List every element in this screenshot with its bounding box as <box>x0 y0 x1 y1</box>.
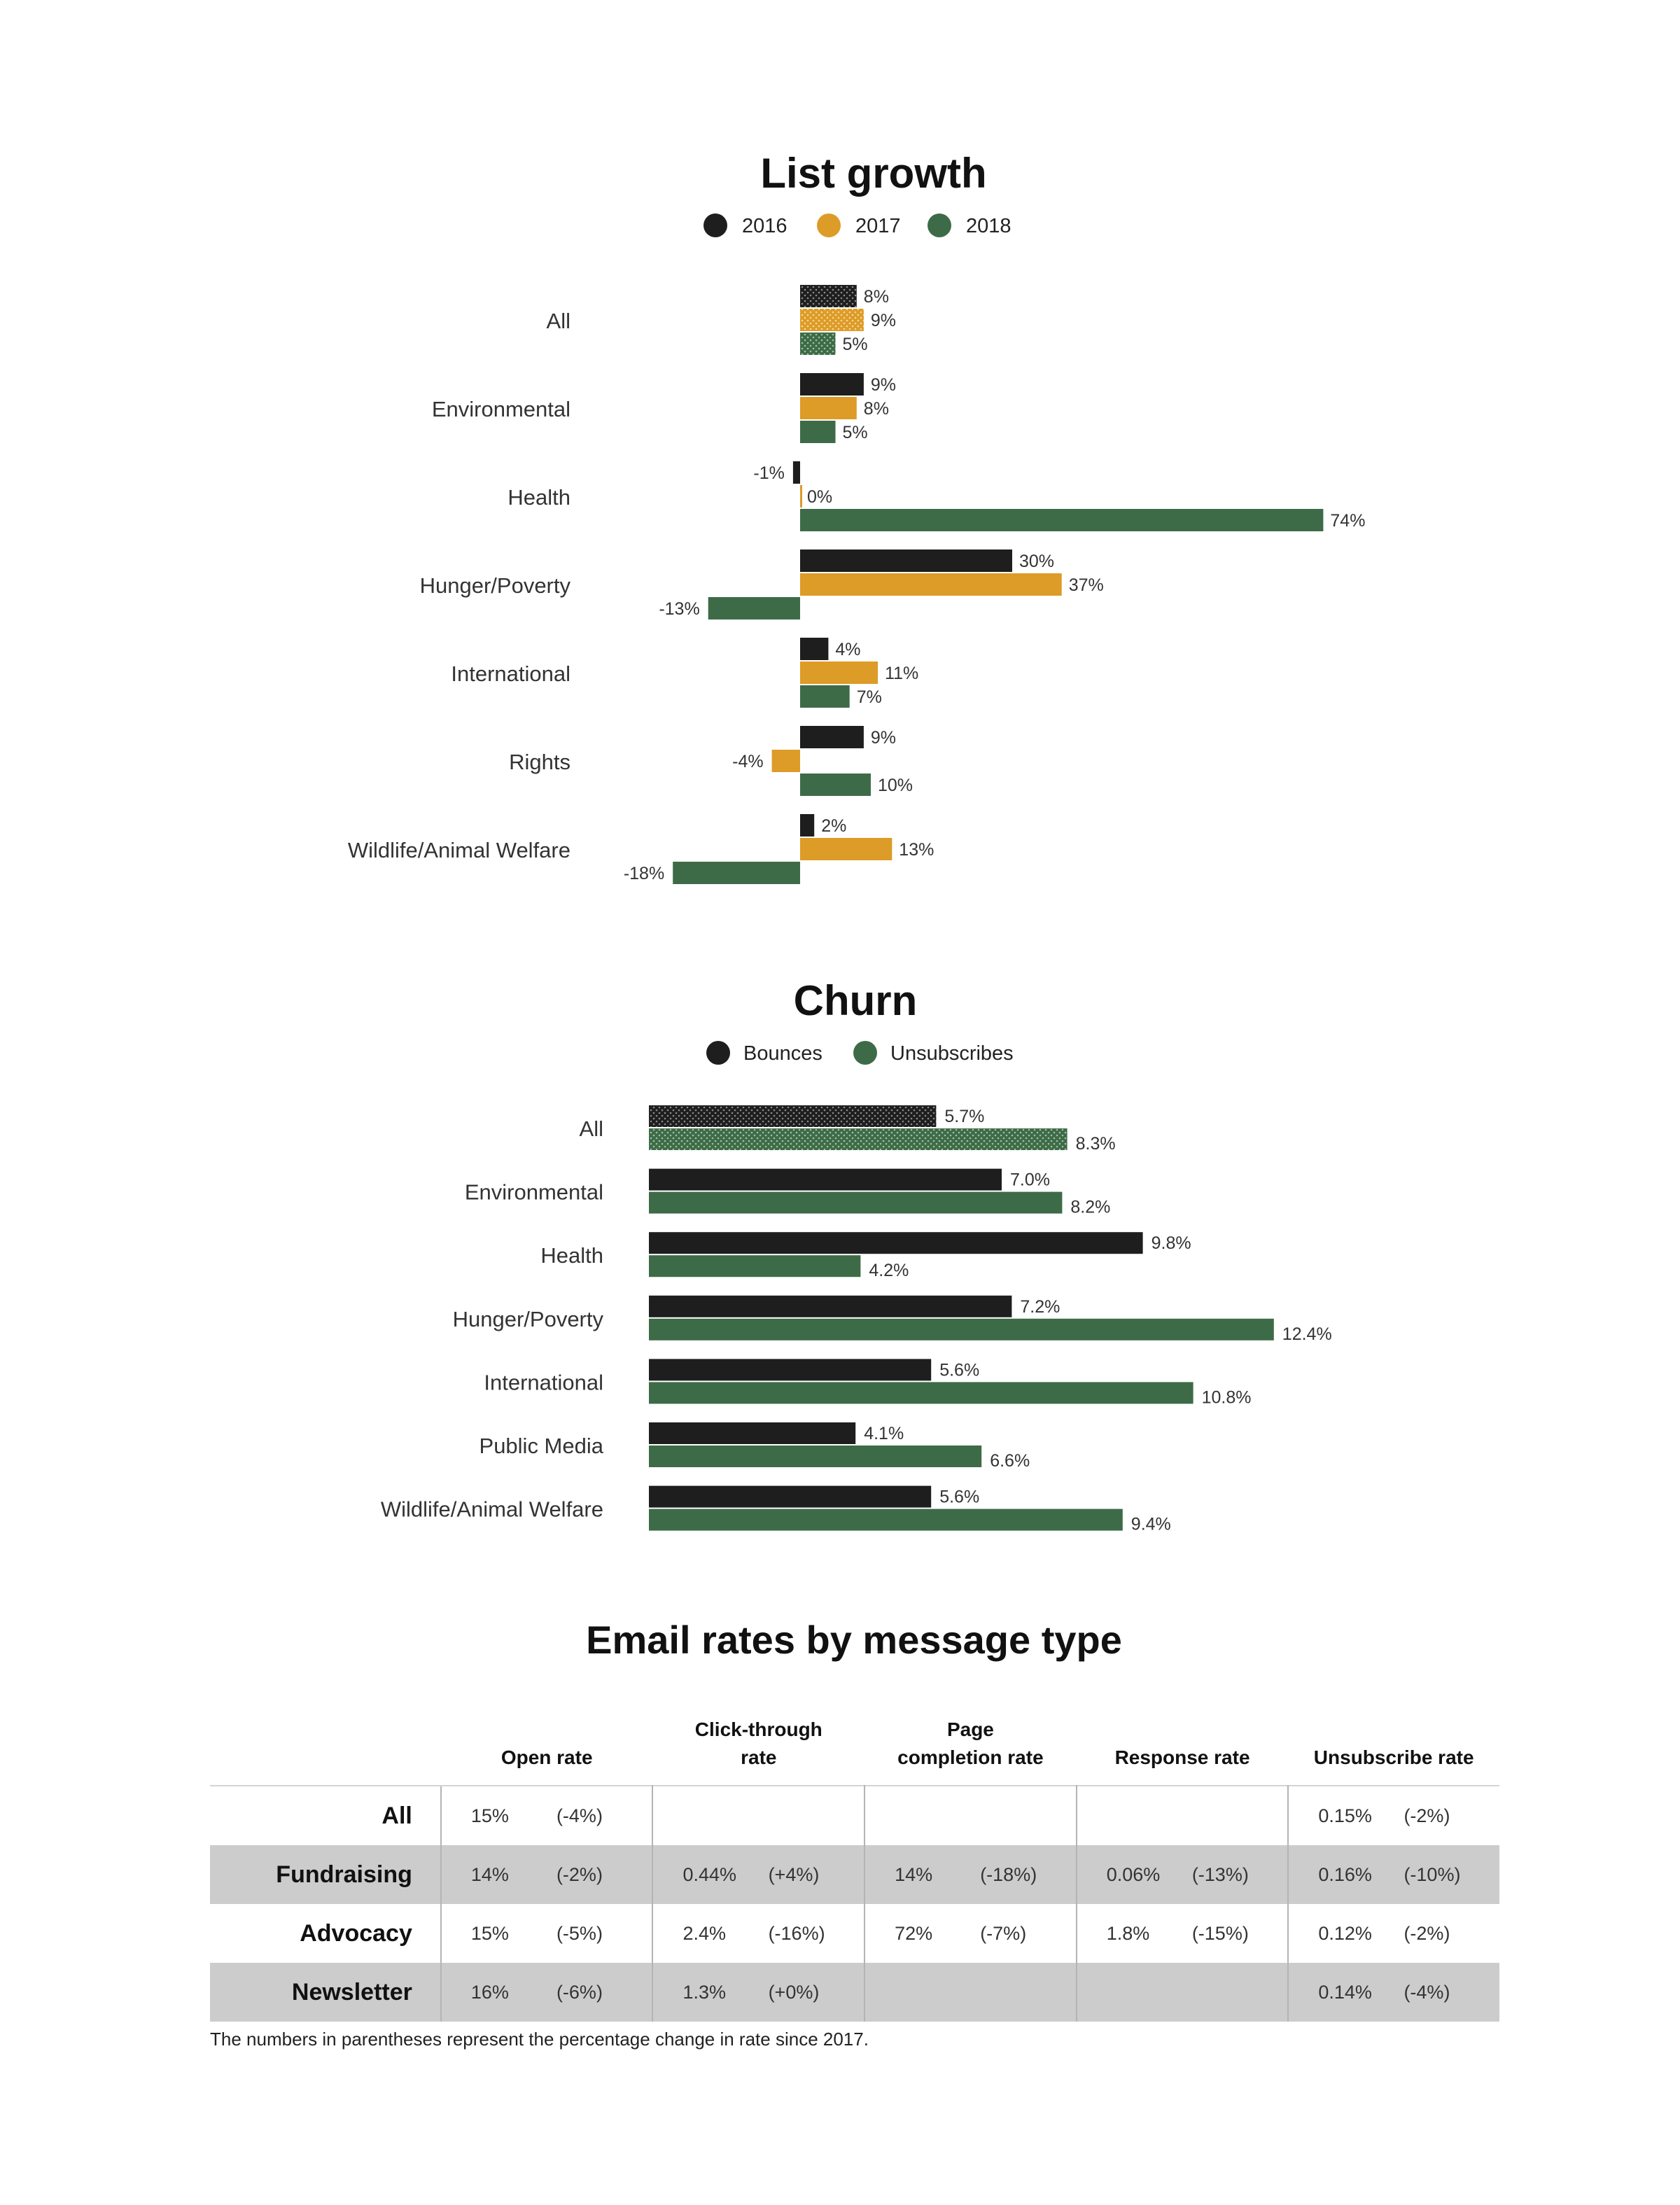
bar-rights-2017 <box>772 750 800 772</box>
data-label-hunger-poverty-2018: -13% <box>659 599 700 619</box>
table-header-row <box>210 1695 1499 1786</box>
table-title: Email rates by message type <box>586 1618 1122 1662</box>
data-label-hunger-poverty-2016: 30% <box>1019 552 1055 571</box>
churn-chart <box>381 977 1332 1534</box>
category-label-environmental: Environmental <box>431 397 570 421</box>
legend-swatch-2016 <box>704 214 727 237</box>
data-label-international-2017: 11% <box>885 664 919 683</box>
category-label-environmental: Environmental <box>464 1180 603 1205</box>
row-label: Newsletter <box>210 1963 441 2022</box>
data-label-wildlife-animal-welfare-bounces: 5.6% <box>939 1487 980 1507</box>
bar-all-bounces <box>649 1105 936 1127</box>
data-label-public-media-unsubscribes: 6.6% <box>990 1451 1030 1471</box>
legend-swatch-bounces <box>706 1041 730 1065</box>
rate-change: (-4%) <box>542 1786 653 1845</box>
rate-change: (-2%) <box>1390 1786 1499 1845</box>
bar-health-2018 <box>800 509 1323 531</box>
data-label-health-bounces: 9.8% <box>1151 1233 1191 1254</box>
rate-value: 14% <box>441 1845 542 1904</box>
bar-wildlife-animal-welfare-2018 <box>673 862 800 884</box>
rate-change <box>966 1963 1077 2022</box>
rate-value <box>1077 1786 1178 1845</box>
data-label-international-bounces: 5.6% <box>939 1360 980 1380</box>
rate-change: (-5%) <box>542 1904 653 1963</box>
bar-international-2016 <box>800 638 828 660</box>
rate-value <box>1077 1963 1178 2022</box>
legend-swatch-2018 <box>927 214 951 237</box>
column-header-page-completion-rate: Page completion rate <box>897 1718 1044 1769</box>
data-label-all-bounces: 5.7% <box>944 1107 985 1126</box>
category-label-hunger-poverty: Hunger/Poverty <box>419 573 570 598</box>
bar-health-2016 <box>793 461 800 484</box>
rate-value: 1.3% <box>652 1963 754 2022</box>
rate-value: 72% <box>895 1922 933 1944</box>
legend-label-unsubscribes: Unsubscribes <box>890 1042 1014 1065</box>
table-row-fundraising <box>210 1845 1499 1904</box>
data-label-hunger-poverty-2017: 37% <box>1068 575 1104 595</box>
bar-wildlife-animal-welfare-bounces <box>649 1486 931 1508</box>
rate-value <box>652 1786 754 1845</box>
data-label-all-2018: 5% <box>842 335 868 354</box>
rate-value: 1.8% <box>1106 1922 1150 1944</box>
column-header-response-rate: Response rate <box>1114 1746 1250 1769</box>
bar-all-unsubscribes <box>649 1128 1068 1150</box>
rate-change: (-2%) <box>1404 1922 1450 1944</box>
bar-hunger-poverty-2017 <box>800 573 1062 596</box>
bar-all-2018 <box>800 332 836 355</box>
rate-change <box>1178 1963 1289 2022</box>
category-label-rights: Rights <box>509 750 570 774</box>
rate-value: 2.4% <box>682 1922 727 1944</box>
bar-environmental-2018 <box>800 421 836 443</box>
bar-rights-2018 <box>800 774 871 796</box>
rate-change: (-2%) <box>542 1845 653 1904</box>
email-rates-table <box>210 1695 1499 2022</box>
rate-value: 16% <box>441 1963 542 2022</box>
data-label-international-2018: 7% <box>856 687 882 707</box>
category-label-all: All <box>546 309 570 333</box>
data-label-all-unsubscribes: 8.3% <box>1075 1134 1116 1154</box>
data-label-wildlife-animal-welfare-2016: 2% <box>821 816 847 836</box>
data-label-all-2017: 9% <box>870 311 897 330</box>
rate-change: (+4%) <box>755 1845 865 1904</box>
data-label-hunger-poverty-bounces: 7.2% <box>1020 1296 1060 1317</box>
data-label-environmental-2017: 8% <box>863 399 889 419</box>
rate-value: 0.16% <box>1288 1845 1390 1904</box>
data-label-environmental-bounces: 7.0% <box>1010 1170 1050 1190</box>
bar-international-bounces <box>649 1359 931 1380</box>
data-label-public-media-bounces: 4.1% <box>864 1424 904 1443</box>
bar-wildlife-animal-welfare-2016 <box>800 814 814 836</box>
rate-value <box>864 1963 966 2022</box>
rate-change <box>966 1786 1077 1845</box>
data-label-all-2016: 8% <box>863 287 889 307</box>
legend-label-2018: 2018 <box>966 215 1011 237</box>
column-header-click-through-rate: Click-through rate <box>694 1718 822 1769</box>
rate-change: (+0%) <box>755 1963 865 2022</box>
rate-change: (-13%) <box>1178 1845 1289 1904</box>
legend-swatch-2017 <box>817 214 841 237</box>
bar-all-2017 <box>800 309 864 331</box>
category-label-health: Health <box>540 1243 603 1268</box>
data-label-environmental-unsubscribes: 8.2% <box>1070 1197 1111 1217</box>
rate-value: 0.12% <box>1318 1922 1372 1944</box>
rate-value: 0.06% <box>1077 1845 1178 1904</box>
chart-title: Churn <box>793 977 918 1024</box>
rate-value <box>864 1786 966 1845</box>
bar-health-bounces <box>649 1232 1143 1254</box>
row-label: Fundraising <box>210 1845 441 1904</box>
bar-hunger-poverty-2016 <box>800 550 1012 572</box>
category-label-all: All <box>579 1116 603 1141</box>
bar-environmental-2017 <box>800 397 857 419</box>
data-label-wildlife-animal-welfare-2018: -18% <box>623 864 665 883</box>
column-header-unsubscribe-rate: Unsubscribe rate <box>1313 1746 1474 1769</box>
column-header-open-rate: Open rate <box>500 1746 593 1769</box>
rate-value: 15% <box>441 1904 542 1963</box>
rate-change: (-7%) <box>966 1904 1077 1963</box>
bar-public-media-bounces <box>649 1422 855 1444</box>
data-label-health-2017: 0% <box>807 487 833 507</box>
data-label-international-2016: 4% <box>835 640 861 659</box>
bar-international-2018 <box>800 685 850 708</box>
bar-public-media-unsubscribes <box>649 1446 981 1467</box>
data-label-international-unsubscribes: 10.8% <box>1201 1387 1252 1408</box>
rate-value: 0.44% <box>652 1845 754 1904</box>
rate-change: (-18%) <box>966 1845 1077 1904</box>
bar-wildlife-animal-welfare-unsubscribes <box>649 1509 1123 1531</box>
chart-title: List growth <box>760 150 987 197</box>
row-label: All <box>210 1786 441 1845</box>
category-label-international: International <box>451 662 570 686</box>
bar-hunger-poverty-bounces <box>649 1296 1011 1317</box>
legend-label-bounces: Bounces <box>743 1042 822 1065</box>
category-label-international: International <box>484 1370 603 1395</box>
legend-label-2017: 2017 <box>855 215 901 237</box>
footnote: The numbers in parentheses represent the percentage change in rate since 2017. <box>210 2029 869 2050</box>
data-label-rights-2016: 9% <box>870 728 897 748</box>
bar-environmental-unsubscribes <box>649 1192 1062 1214</box>
data-label-hunger-poverty-unsubscribes: 12.4% <box>1282 1324 1332 1344</box>
bar-all-2016 <box>800 285 857 307</box>
category-label-hunger-poverty: Hunger/Poverty <box>452 1306 603 1331</box>
rate-change: (-6%) <box>542 1963 653 2022</box>
rate-change <box>755 1786 865 1845</box>
bar-hunger-poverty-unsubscribes <box>649 1319 1274 1340</box>
rate-change: (-4%) <box>1390 1963 1499 2022</box>
table-row-newsletter <box>210 1963 1499 2022</box>
data-label-health-2016: -1% <box>753 463 785 483</box>
rate-change: (-10%) <box>1390 1845 1499 1904</box>
rate-value: 14% <box>864 1845 966 1904</box>
table-row-all <box>210 1786 1499 1845</box>
bar-health-2017 <box>800 485 802 507</box>
rate-value: 0.14% <box>1288 1963 1390 2022</box>
bar-international-2017 <box>800 662 878 684</box>
bar-hunger-poverty-2018 <box>708 597 800 620</box>
bar-wildlife-animal-welfare-2017 <box>800 838 892 860</box>
legend-label-2016: 2016 <box>742 215 788 237</box>
legend-swatch-unsubscribes <box>853 1041 877 1065</box>
data-label-health-2018: 74% <box>1330 511 1366 531</box>
bar-rights-2016 <box>800 726 864 748</box>
data-label-rights-2017: -4% <box>732 752 764 771</box>
data-label-wildlife-animal-welfare-2017: 13% <box>899 840 934 860</box>
category-label-public-media: Public Media <box>479 1434 603 1458</box>
data-label-environmental-2018: 5% <box>842 423 868 442</box>
bar-environmental-bounces <box>649 1169 1002 1191</box>
row-label: Advocacy <box>300 1919 412 1947</box>
data-label-wildlife-animal-welfare-unsubscribes: 9.4% <box>1130 1514 1171 1534</box>
bar-environmental-2016 <box>800 373 864 396</box>
rate-value: 15% <box>441 1786 542 1845</box>
data-label-environmental-2016: 9% <box>870 375 897 395</box>
bar-international-unsubscribes <box>649 1382 1194 1404</box>
data-label-health-unsubscribes: 4.2% <box>869 1261 909 1281</box>
category-label-wildlife-animal-welfare: Wildlife/Animal Welfare <box>380 1497 603 1522</box>
rate-change: (-16%) <box>755 1904 865 1963</box>
bar-health-unsubscribes <box>649 1255 860 1277</box>
rate-change: (-15%) <box>1178 1904 1289 1963</box>
rate-value: 0.15% <box>1288 1786 1390 1845</box>
list-growth-chart <box>348 150 1366 884</box>
data-label-rights-2018: 10% <box>878 776 913 795</box>
row-label-header <box>210 1695 441 1786</box>
category-label-wildlife-animal-welfare: Wildlife/Animal Welfare <box>347 838 570 862</box>
table-row-advocacy <box>210 1904 1499 1963</box>
rate-change <box>1178 1786 1289 1845</box>
category-label-health: Health <box>507 485 570 510</box>
